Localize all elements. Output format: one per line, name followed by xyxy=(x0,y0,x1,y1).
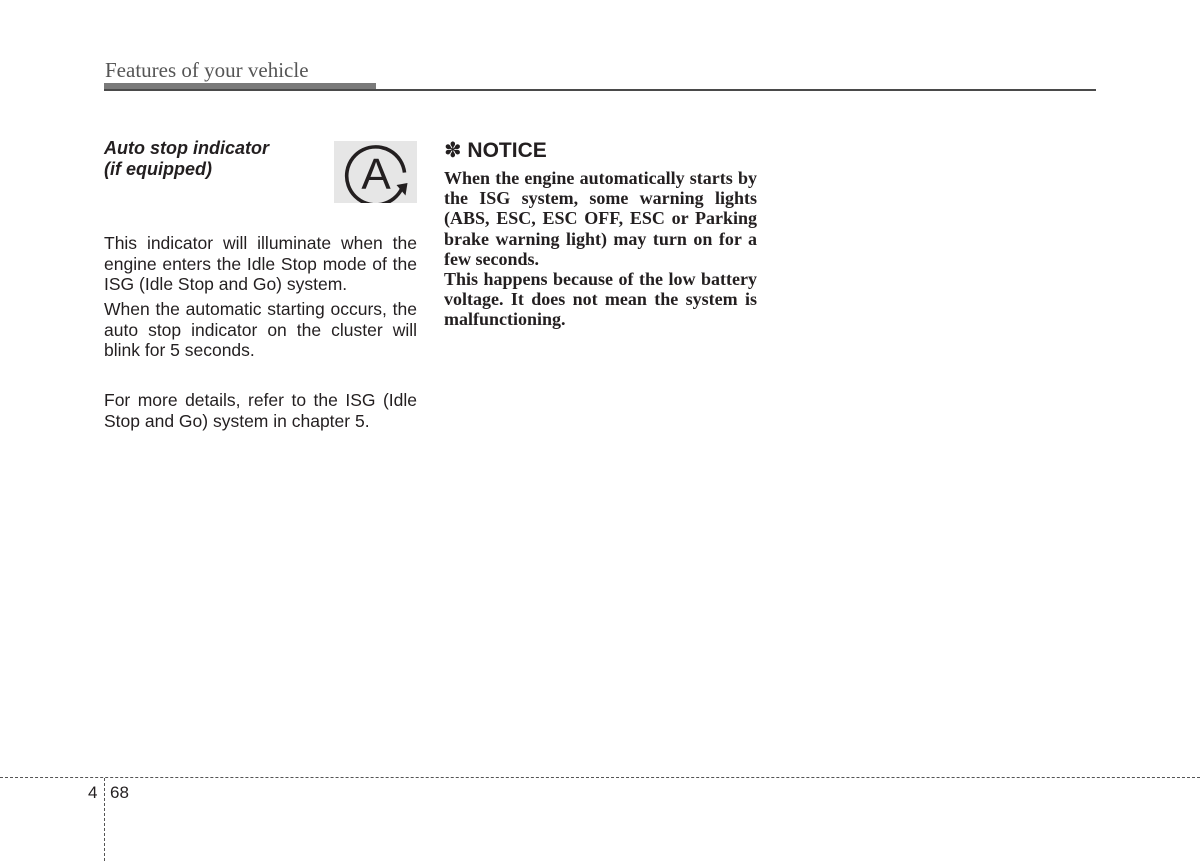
page-header-title: Features of your vehicle xyxy=(105,58,309,82)
header-rule xyxy=(104,89,1096,91)
section-heading-title: Auto stop indicator xyxy=(104,138,269,158)
indicator-description: This indicator will illuminate when the engine enters the Idle Stop mode of the ISG (Idle Stop and Go) system. xyxy=(104,233,417,294)
auto-stop-icon xyxy=(334,141,417,203)
indicator-blink-description: When the automatic starting occurs, the auto stop indicator on the cluster will blink for 5 seconds. xyxy=(104,299,417,360)
page-number: 68 xyxy=(110,783,129,802)
indicator-reference: For more details, refer to the ISG (Idle Stop and Go) system in chapter 5. xyxy=(104,390,417,431)
notice-box xyxy=(444,138,757,330)
notice-paragraph: When the engine automatically starts by the ISG system, some warning lights (ABS, ESC, ESC OFF, ESC or Parking brake warning light) may turn on for a few seconds. xyxy=(444,168,757,269)
footer-divider xyxy=(104,778,105,861)
notice-title: ✽ NOTICE xyxy=(444,139,547,162)
section-heading xyxy=(104,138,314,180)
footer-rule xyxy=(0,777,1200,778)
chapter-number: 4 xyxy=(88,783,98,802)
auto-stop-icon-letter: A xyxy=(361,150,391,199)
section-heading-qualifier: (if equipped) xyxy=(104,159,212,179)
auto-stop-indicator xyxy=(334,141,417,203)
notice-paragraph: This happens because of the low battery voltage. It does not mean the system is malfunctioning. xyxy=(444,269,757,330)
